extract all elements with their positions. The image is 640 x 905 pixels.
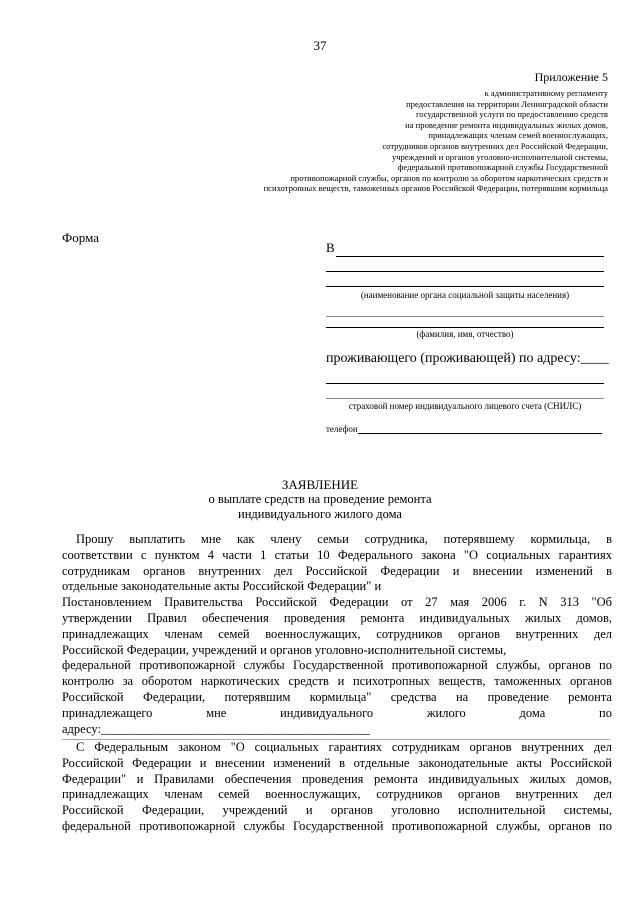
- addressee-line: [336, 256, 604, 257]
- paragraph-line: сотрудникам органов внутренних дел Российской Федерации и внесении изменений в: [62, 563, 612, 578]
- paragraph-line: принадлежащих членам семей военнослужащих, сотрудников органов внутренних дел: [62, 626, 612, 641]
- paragraph-line: федеральной противопожарной службы Государственной противопожарной службы, органов по: [62, 818, 612, 833]
- appendix-line: учреждений и органов уголовно-исполнительной системы,: [391, 151, 608, 162]
- appendix-line: федеральной противопожарной службы Государственной: [397, 162, 608, 173]
- paragraph-line: Российской Федерации, потерявшим кормильца" средства на проведение ремонта: [62, 689, 612, 704]
- paragraph-line: С Федеральным законом "О социальных гарантиях сотрудникам органов внутренних дел: [76, 740, 612, 754]
- appendix-line: психотропных веществ, таможенных органов Российской Федерации, потерявшим кормильца: [263, 183, 608, 194]
- statement-subtitle: о выплате средств на проведение ремонта: [208, 492, 432, 506]
- paragraph-line: адресу:___________________________________________: [62, 721, 370, 736]
- statement-title: ЗАЯВЛЕНИЕ: [281, 477, 359, 492]
- addressee-line: [326, 271, 604, 272]
- appendix-line: предоставления на территории Ленинградской области: [406, 98, 608, 109]
- address-line: [326, 383, 604, 384]
- paragraph-line: федеральной противопожарной службы Государственной противопожарной службы, органов по: [62, 658, 612, 673]
- appendix-line: принадлежащих членам семей военнослужащих,: [428, 130, 608, 141]
- paragraph-line: Прошу выплатить мне как члену семьи сотрудника, потерявшему кормильца, в: [76, 532, 612, 546]
- paragraph-line: принадлежащих членам семей военнослужащих, сотрудников органов внутренних дел: [62, 787, 612, 802]
- appendix-line: противопожарной службы, органов по контролю за оборотом наркотических средств и: [290, 172, 608, 183]
- snils-caption: страховой номер индивидуального лицевого счета (СНИЛС): [348, 401, 582, 411]
- paragraph-line: Российской Федерации, учреждений и органов уголовно-исполнительной системы,: [62, 642, 507, 657]
- addressee-prefix: В: [326, 240, 335, 255]
- statement-subtitle: индивидуального жилого дома: [238, 507, 402, 521]
- acknowledgement-paragraph: [62, 740, 612, 835]
- paragraph-line: соответствии с пунктом 4 части 1 статьи 10 Федерального закона "О социальных гарантиях: [62, 547, 612, 562]
- appendix-line: к административному регламенту: [484, 88, 608, 98]
- name-caption: (фамилия, имя, отчество): [416, 329, 514, 339]
- paragraph-line: Федерации" и Правилами обеспечения проведения ремонта индивидуальных жилых домов,: [62, 771, 612, 786]
- page-number: 37: [313, 38, 327, 53]
- paragraph-line: Российской Федерации, учреждений и органов уголовно исполнительной системы,: [62, 803, 612, 818]
- paragraph-line: Постановлением Правительства Российской Федерации от 27 мая 2006 г. N 313 "Об: [62, 595, 612, 610]
- applicant-name-line: [326, 327, 604, 328]
- appendix-title: Приложение 5: [534, 70, 608, 84]
- phone-label: телефон: [326, 424, 358, 434]
- addressee-line: [326, 286, 604, 287]
- phone-line: [358, 433, 602, 434]
- paragraph-line: отдельные законодательные акты Российской Федерации" и: [62, 579, 382, 594]
- appendix-line: государственной услуги по предоставлению средств: [415, 109, 608, 120]
- appendix-reference: [168, 88, 608, 194]
- forma-label: Форма: [62, 230, 99, 245]
- paragraph-line: контролю за оборотом наркотических средств и психотропных веществ, таможенных органов: [62, 674, 612, 689]
- appendix-line: сотрудников органов внутренних дел Российской Федерации,: [382, 140, 608, 151]
- paragraph-line: Российской Федерации и внесении изменений в отдельные законодательные акты Российской: [62, 755, 612, 770]
- paragraph-line: принадлежащего мне индивидуального жилого дома по: [62, 705, 612, 720]
- appendix-line: на проведение ремонта индивидуальных жилых домов,: [405, 119, 608, 130]
- paragraph-line: утверждении Правил обеспечения проведения ремонта индивидуальных жилых домов,: [62, 610, 612, 625]
- authority-caption: (наименование органа социальной защиты населения): [360, 290, 570, 300]
- applicant-name-line: [326, 316, 604, 317]
- request-paragraph: [62, 532, 612, 737]
- address-line: [326, 398, 604, 399]
- residing-label: проживающего (проживающей) по адресу:____: [326, 351, 609, 366]
